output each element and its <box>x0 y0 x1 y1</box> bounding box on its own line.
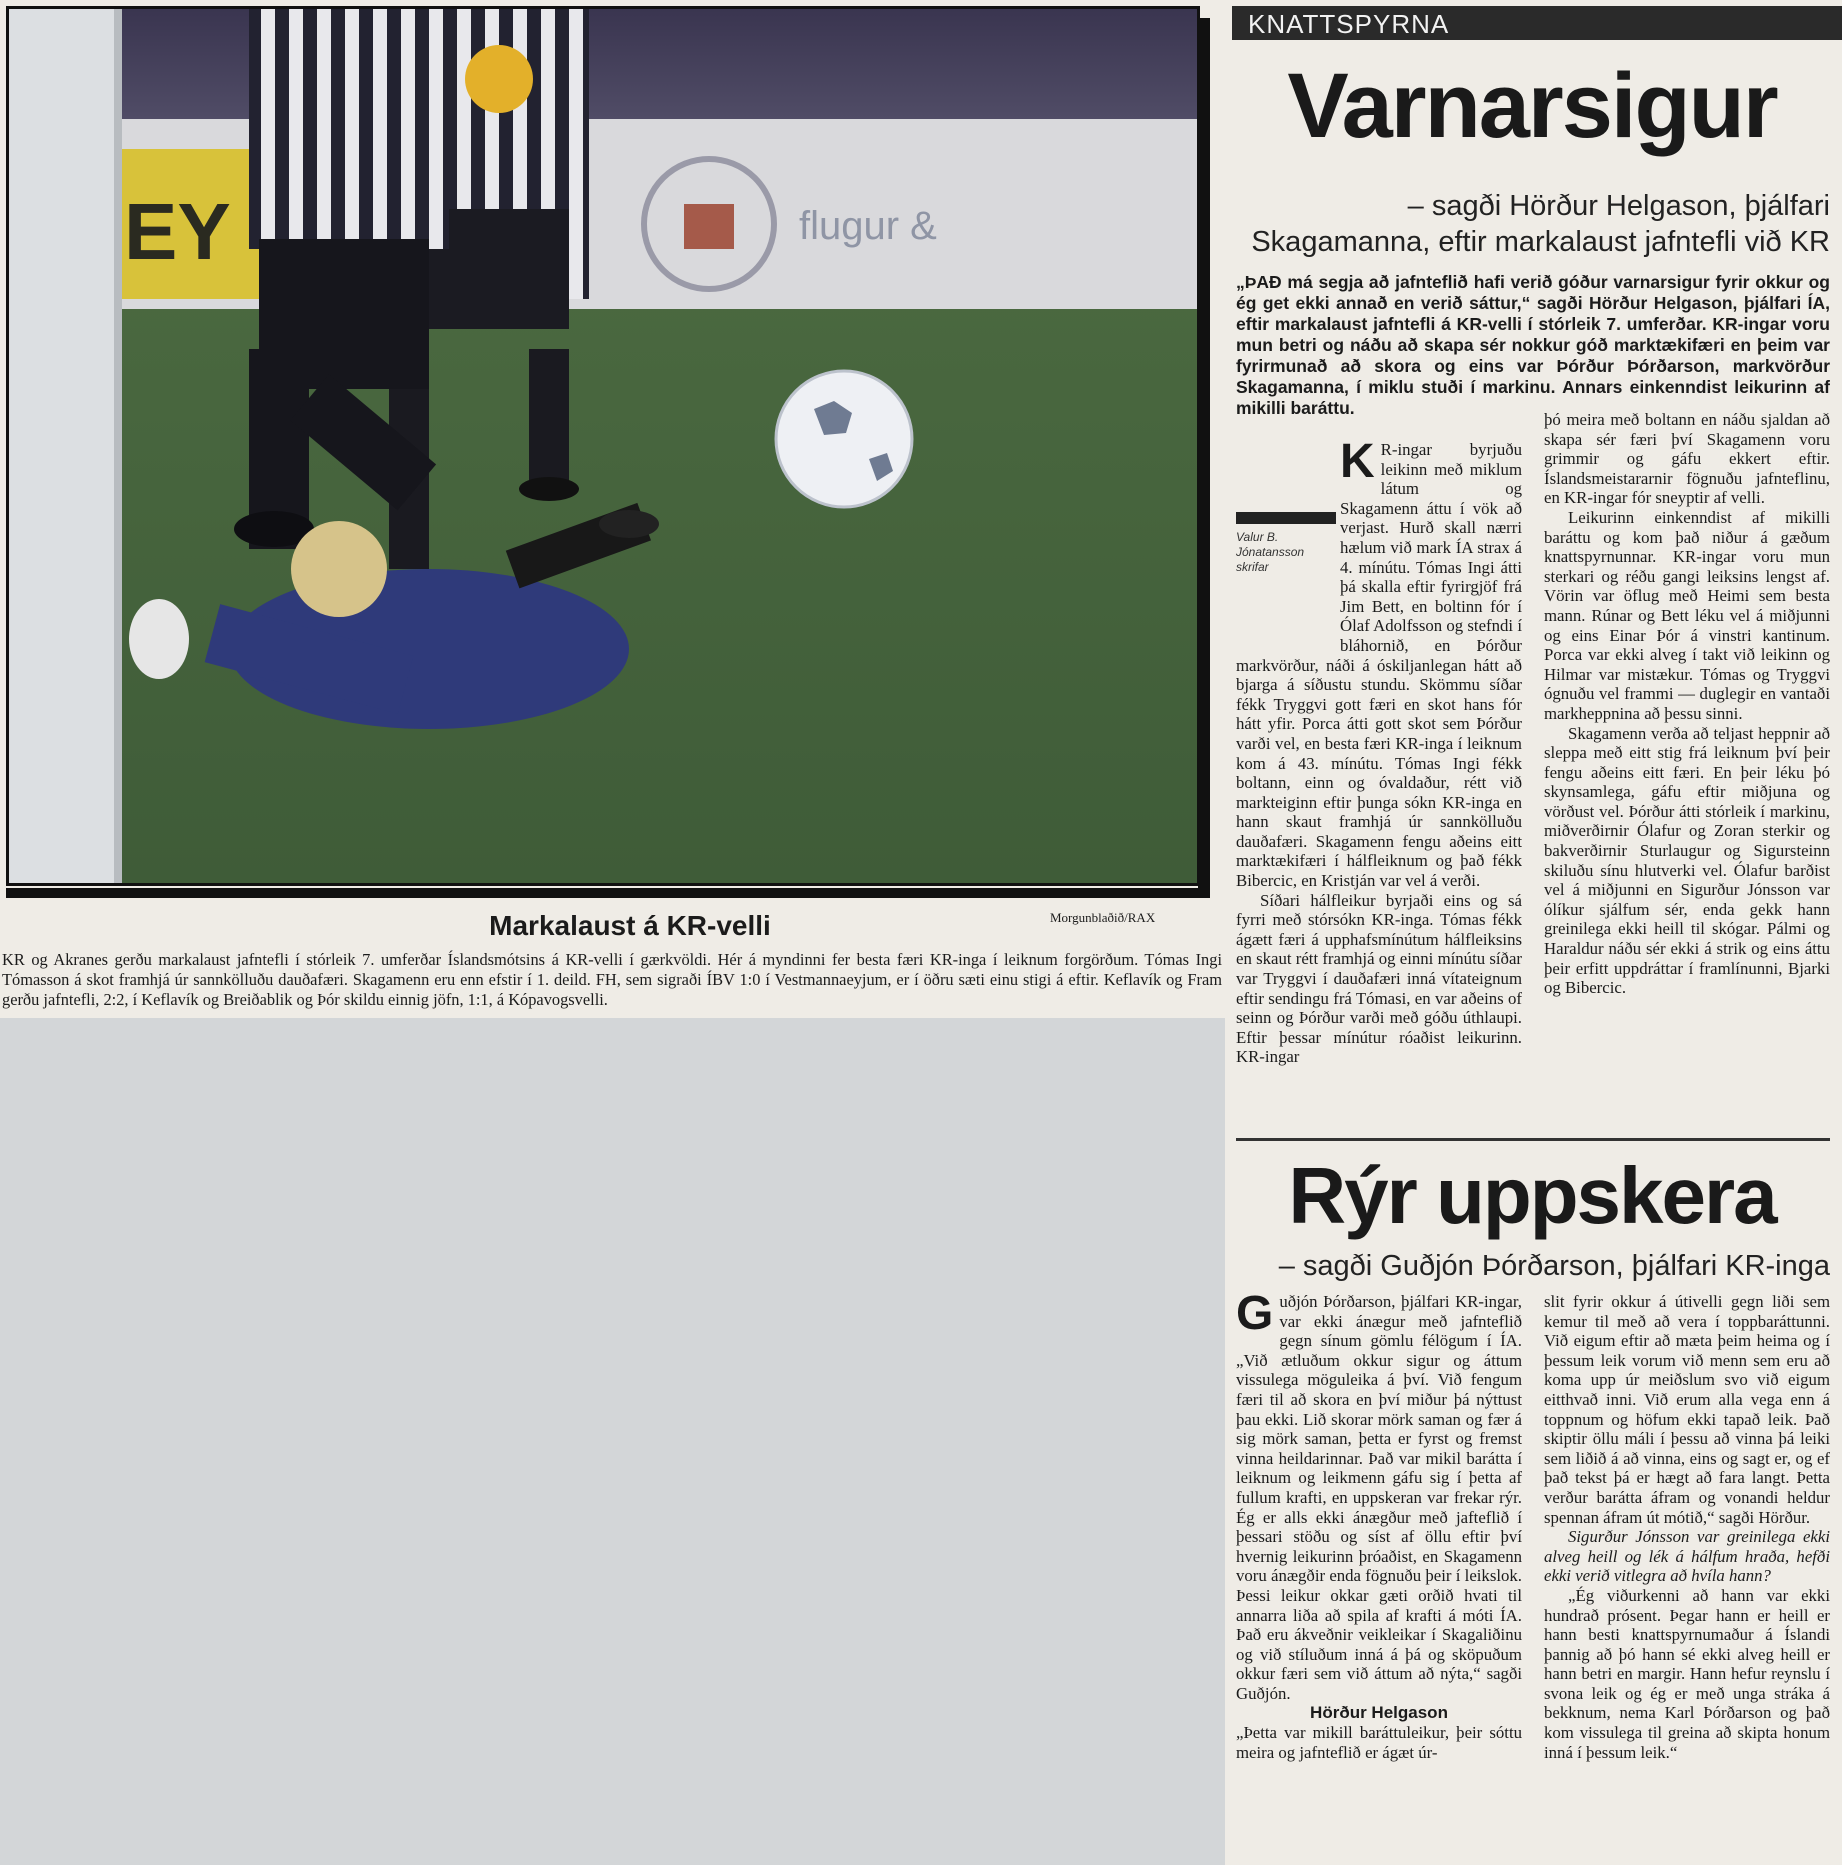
byline-bar <box>1236 512 1336 524</box>
article2-dropcap: G <box>1236 1292 1274 1340</box>
svg-text:flugur &: flugur & <box>799 204 937 248</box>
article1-paragraph: Síðari hálfleikur byrjaði eins og sá fyrri með stórsókn KR-inga. Tómas fékk ágætt færi á upphafsmínútum hálfleiksins en skaut rétt framhjá og einni mínútu síðar var Tryggvi í dauðafæri inná vítateignum eftir sendingu frá Tómasi, en var aðeins of seinn og Þórður varði með góðu úthlaupi. Eftir þessar mínútur róaðist leikurinn. KR-ingar <box>1236 890 1522 1067</box>
article-divider <box>1236 1138 1830 1141</box>
article2-subhead: – sagði Guðjón Þórðarson, þjálfari KR-inga <box>1278 1250 1830 1282</box>
football-photo <box>6 6 1200 886</box>
section-bar <box>1232 6 1842 40</box>
svg-text:EY: EY <box>124 187 231 276</box>
article1-dropcap: K <box>1340 440 1375 488</box>
article1-paragraph: Skagamenn verða að teljast heppnir að sleppa með eitt stig frá leiknum því þeir fengu aðeins eitt færi. En þeir léku þó skynsamlega, gáfu eftir miðjuna og vörðust vel. Þórður átti stórleik í markinu, miðverðirnir Ólafur og Zoran sterkir og bakverðirnir Sturlaugur og Sigursteinn skiluðu sínu hlutverki vel. Ólafur barðist vel á miðjunni en Sigurður Jónsson var ólíkur sjálfum sér, enda gekk hann greinilega ekki heill til skógar. Pálmi og Haraldur náðu sér ekki á strik og eins áttu þeir erfitt uppdráttar í framlínunni, Bjarki og Bibercic. <box>1544 723 1830 998</box>
article2-question: Sigurður Jónsson var greinilega ekki alveg heill og lék á hálfum hraða, hefði ekki verið vitlegra að hvíla hann? <box>1544 1527 1830 1586</box>
article1-paragraph: Leikurinn einkenndist af mikilli baráttu og kom það niður á gæðum knattspyrnunnar. KR-ingar voru mun sterkari og réðu gangi leiksins lengst af. Vörin var öflug með Heimi sem besta mann. Rúnar og Bett léku vel á miðjunni og eins Einar Þór á vinstri kantinum. Porca var ekki alveg í takt við leikinn og Hilmar var mistækur. Tómas og Tryggvi ógnuðu vel frammi — duglegir en vantaði markheppnina að þessu sinni. <box>1544 507 1830 723</box>
photo-illustration <box>9 9 1197 883</box>
section-label: KNATTSPYRNA <box>1248 9 1450 39</box>
article1-paragraph: R-ingar byrjuðu leikinn með miklum látum og Skagamenn áttu í vök að verjast. Hurð skall nærri hælum við mark ÍA strax á 4. mínútu. Tómas Ingi átti þá skalla eftir fyrirgjöf frá Jim Bett, en boltinn fór í Ólaf Adolfsson og stefndi í bláhornið, en Þórður markvörður, náði á óskiljanlegan hátt að bjarga á síðustu stundu. Skömmu síðar fékk Tryggvi gott færi en skot hans fór hátt yfir. Porca átti gott skot sem Þórður varði vel, en besta færi KR-inga í leiknum kom á 43. mínútu. Tómas Ingi fékk boltann, einn og óvaldaður, rétt við markteiginn eftir þunga sókn KR-inga en hann skaut framhjá úr sannkölluðu dauðafæri. Skagamenn fengu aðeins eitt marktækifæri í hálfleiknum og það fékk Bibercic, en Kristján var vel á verði. <box>1236 440 1522 891</box>
photo-caption-headline: Markalaust á KR-velli <box>489 910 771 941</box>
article2-inline-subhead: Hörður Helgason <box>1310 1703 1448 1723</box>
byline <box>1236 512 1336 575</box>
article1-subhead: – sagði Hörður Helgason, þjálfari Skagamanna, eftir markalaust jafntefli við KR <box>1251 190 1830 258</box>
photo-frame-right <box>1198 18 1210 898</box>
article2-paragraph: „Þetta var mikill baráttuleikur, þeir sóttu meira og jafnteflið er ágæt úr- <box>1236 1723 1522 1762</box>
photo-caption-text: KR og Akranes gerðu markalaust jafntefli í stórleik 7. umferðar Íslandsmótsins á KR-velli í gærkvöldi. Hér á myndinni fer besta færi KR-inga í leiknum forgörðum. Tómas Ingi Tómasson á skot framhjá úr sannkölluðu dauðafæri. Skagamenn eru enn efstir í 1. deild. FH, sem sigraði ÍBV 1:0 í Vestmannaeyjum, er í öðru sæti einu stigi á eftir. Keflavík og Fram gerðu jafntefli, 2:2, í Keflavík og Breiðablik og Þór skildu einnig jöfn, 1:1, á Kópavogsvelli. <box>2 950 1222 1009</box>
left-page <box>0 0 1225 1018</box>
article2-paragraph: „Ég viðurkenni að hann var ekki hundrað prósent. Þegar hann er heill er hann besti knattspyrnumaður á Íslandi þannig að þó hann sé ekki alveg heill er hann betri en margir. Hann hefur reynslu í svona leik og ég er með unga stráka á bekknum, nema Karl Þórðarson og það kom vissulega til greina að skipta honum inná í þessum leik.“ <box>1544 1585 1830 1762</box>
article2-column-1 <box>1236 1292 1522 1865</box>
article1-column-2 <box>1544 410 1830 1135</box>
article2-headline: Rýr uppskera <box>1288 1151 1776 1240</box>
article1-lede: „ÞAÐ má segja að jafnteflið hafi verið góður varnarsigur fyrir okkur og ég get ekki annað en verið sáttur,“ sagði Hörður Helgason, þjálfari ÍA, eftir markalaust jafntefli á KR-velli í stórleik 7. umferðar. KR-ingar voru mun betri og náðu að skapa sér nokkur góð marktækifæri en þeim var fyrirmunað að skora og eins var Þórður Þórðarson, markvörður Skagamanna, í miklu stuði í markinu. Annars einkenndist leikurinn af mikilli baráttu. <box>1236 272 1830 418</box>
byline-text: Valur B. Jónatansson skrifar <box>1236 530 1305 574</box>
article2-column-2 <box>1544 1292 1830 1865</box>
article1-headline: Varnarsigur <box>1287 55 1777 157</box>
photo-frame-bottom <box>6 888 1204 898</box>
article2-paragraph: uðjón Þórðarson, þjálfari KR-ingar, var ekki ánægur með jafnteflið gegn sínum gömlu félögum í ÍA. „Við ætluðum okkur sigur og áttum vissulega möguleika á því. Við fengum færi til að skora en því miður þá nýttust þau ekki. Lið skorar mörk saman og fær á sig mörk saman, þetta er fyrst og fremst vinna heildarinnar. Það var mikil barátta í leiknum og leikmenn gáfu sig í þetta af fullum krafti, en uppskeran var frekar rýr. Ég er alls ekki ánægður með jafteflið í þessari stöðu og síst af öllu eftir því hvernig leikurinn þróaðist, en Skagamenn voru ánægðir enda fögnuðu þeir í leikslok. Þessi leikur okkar gæti orðið hvati til annarra liða að spila af krafti á móti ÍA. Það eru ákveðnir veikleikar í Skagaliðinu og við stíluðum inná á þá og sköpuðum okkur færi sem við áttum að nýta,“ sagði Guðjón. <box>1236 1292 1522 1703</box>
photo-credit: Morgunblaðið/RAX <box>1050 910 1156 925</box>
article2-paragraph: slit fyrir okkur á útivelli gegn liði sem kemur til með að vera í toppbaráttunni. Við eigum eftir að mæta þeim heima og í þessum leik vorum við menn sem eru að koma upp úr meiðslum svo við eigum eitthvað inni. Við erum alla vega enn á toppnum og höfum ekki tapað leik. Það skiptir öllu máli í þessu að vinna þá leiki sem liðið á að vinna, eins og sagt er, og ef það tekst þá er hægt að fara langt. Þetta verður barátta áfram og vonandi heldur spennan áfram út mótið,“ sagði Hörður. <box>1544 1292 1830 1527</box>
article1-paragraph: þó meira með boltann en náðu sjaldan að skapa sér færi því Skagamenn voru grimmir og gáfu ekkert eftir. Íslandsmeistararnir fögnuðu jafnteflinu, en KR-ingar fór sneyptir af velli. <box>1544 410 1830 508</box>
